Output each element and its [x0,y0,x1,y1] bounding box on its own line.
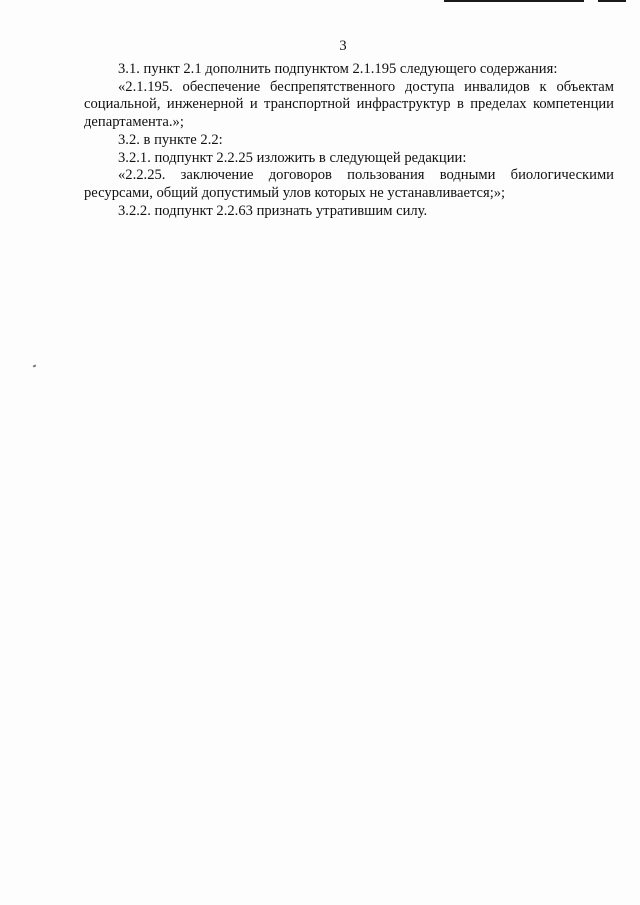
document-body [84,61,614,220]
scan-artifact-line [444,0,584,2]
paragraph-3-2-1: 3.2.1. подпункт 2.2.25 изложить в следующей редакции: [118,149,467,166]
scan-speck [33,364,37,367]
scan-artifact-line [598,0,626,2]
paragraph-2-2-25: «2.2.25. заключение договоров пользования водными биологическими ресурсами, общий допустимый улов которых не устанавливается;»; [84,167,614,201]
paragraph-3-2: 3.2. в пункте 2.2: [118,131,223,148]
paragraph-3-1: 3.1. пункт 2.1 дополнить подпунктом 2.1.195 следующего содержания: [118,61,558,77]
page-number: 3 [339,38,347,54]
paragraph-2-1-195: «2.1.195. обеспечение беспрепятственного доступа инвалидов к объектам социальной, инженерной и транспортной инфраструктур в пределах компетенции департамента.»; [84,78,614,131]
paragraph-3-2-2: 3.2.2. подпункт 2.2.63 признать утратившим силу. [118,202,428,219]
